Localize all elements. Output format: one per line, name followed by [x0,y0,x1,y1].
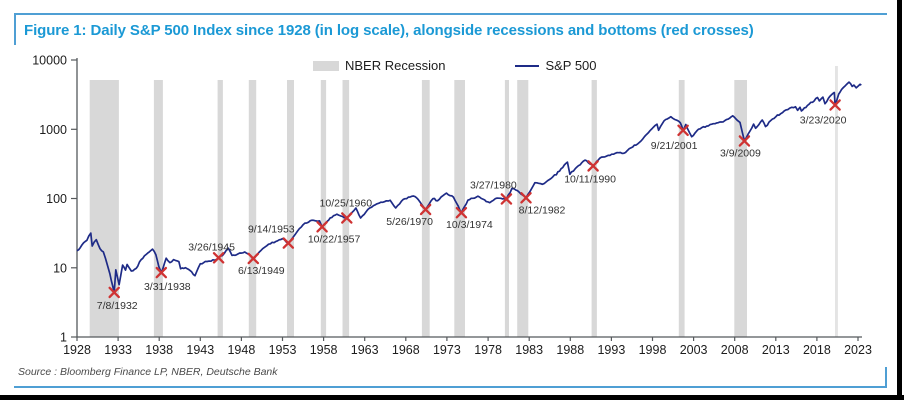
sp500-line-swatch [515,65,539,67]
recession-swatch [313,61,339,71]
bottom-label: 6/13/1949 [237,265,285,277]
y-tick-label: 1 [60,330,67,345]
x-tick-label: 1988 [556,343,585,357]
bottom-label: 3/31/1938 [143,281,191,294]
x-tick-label: 2013 [761,343,790,357]
bottom-label: 7/8/1932 [96,299,138,312]
x-tick-label: 2003 [679,343,708,357]
x-tick-label: 1978 [474,343,503,357]
figure-title: Figure 1: Daily S&P 500 Index since 1928 (in log scale), alongside recessions and bottoms (red crosses) [24,22,754,39]
bottom-label: 9/21/2001 [650,139,698,152]
bottom-label: 10/11/1990 [564,173,616,186]
recession-band [592,80,597,337]
x-tick-label: 1933 [104,343,133,357]
x-tick-label: 2023 [844,343,872,357]
recession-band [154,80,163,337]
y-tick-label: 10000 [32,53,67,68]
x-tick-label: 1958 [309,343,338,357]
window-border-right [897,0,902,400]
x-tick-label: 2008 [720,343,749,357]
bottom-label: 9/14/1953 [247,223,295,236]
x-tick-label: 1968 [391,343,420,357]
x-tick-label: 1993 [597,343,626,357]
chart-legend [313,58,597,73]
recession-band [249,80,256,337]
window-border-bottom [0,395,904,400]
bottom-label: 3/9/2009 [719,147,761,160]
bottom-label: 3/27/1980 [470,179,517,192]
bottom-label: 10/25/1960 [319,197,373,210]
legend-item-recession [313,58,445,73]
x-tick-label: 1928 [63,343,91,357]
recession-band [90,80,119,337]
x-tick-label: 2018 [802,343,831,357]
x-tick-label: 1983 [515,343,544,357]
bottom-label: 10/3/1974 [446,219,493,232]
x-tick-label: 1943 [186,343,215,357]
recession-band [505,80,509,337]
x-tick-label: 1953 [268,343,297,357]
x-tick-label: 1998 [638,343,667,357]
legend-label-recession: NBER Recession [345,58,446,73]
bottom-label: 3/26/1945 [188,241,235,254]
y-tick-label: 1000 [39,122,67,137]
recession-band [287,80,294,337]
bottom-label: 10/22/1957 [307,233,361,246]
x-tick-label: 1973 [432,343,461,357]
x-tick-label: 1938 [145,343,174,357]
recession-band [679,80,685,337]
x-tick-label: 1948 [227,343,256,357]
y-tick-label: 10 [53,261,67,276]
x-tick-label: 1963 [350,343,379,357]
bottom-rule [14,386,887,388]
legend-item-sp500 [515,58,596,73]
legend-label-sp500: S&P 500 [545,58,597,73]
bottom-right-rule [885,367,887,388]
bottom-label: 8/12/1982 [518,204,566,217]
bottom-label: 3/23/2020 [799,114,847,127]
bottom-label: 5/26/1970 [386,216,433,228]
recession-band [218,80,223,337]
y-tick-label: 100 [46,192,67,206]
source-note: Source : Bloomberg Finance LP, NBER, Deutsche Bank [18,366,278,378]
